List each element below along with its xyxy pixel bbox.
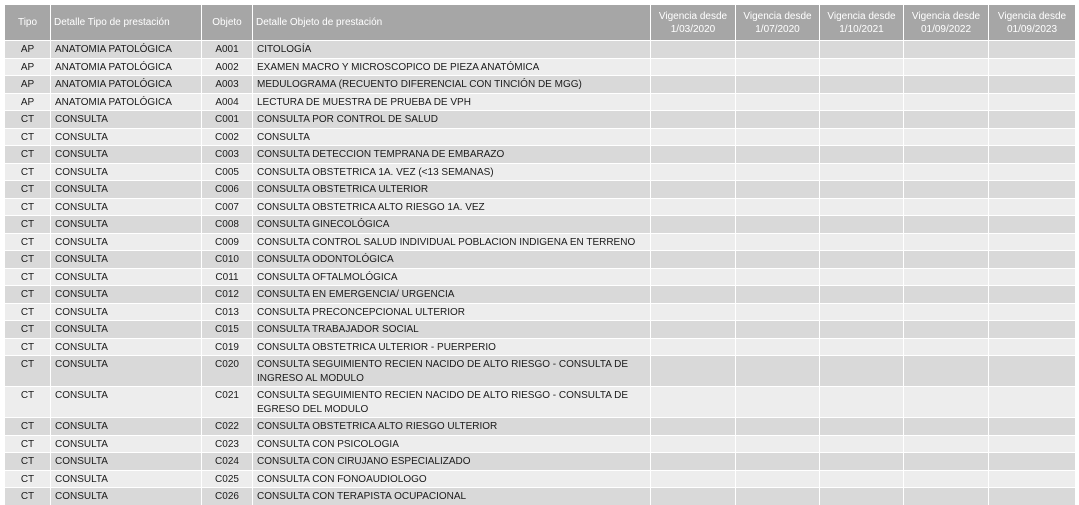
cell-objeto: C012 — [202, 286, 253, 304]
cell-tipo: AP — [5, 58, 51, 76]
cell-vigencia-2 — [736, 216, 820, 234]
prestaciones-table — [4, 4, 1076, 505]
cell-vigencia-5 — [989, 356, 1076, 387]
cell-detalle-objeto: CONSULTA OBSTETRICA 1A. VEZ (<13 SEMANAS) — [253, 163, 651, 181]
cell-objeto: C011 — [202, 268, 253, 286]
cell-detalle-objeto: CONSULTA PRECONCEPCIONAL ULTERIOR — [253, 303, 651, 321]
cell-vigencia-1 — [651, 146, 736, 164]
cell-objeto: C002 — [202, 128, 253, 146]
cell-vigencia-5 — [989, 268, 1076, 286]
cell-vigencia-1 — [651, 216, 736, 234]
table-row — [5, 111, 1076, 129]
cell-objeto: C026 — [202, 488, 253, 505]
cell-vigencia-4 — [904, 356, 989, 387]
cell-vigencia-3 — [820, 286, 904, 304]
cell-vigencia-3 — [820, 321, 904, 339]
table-row — [5, 286, 1076, 304]
cell-vigencia-2 — [736, 435, 820, 453]
cell-vigencia-4 — [904, 251, 989, 269]
cell-tipo: CT — [5, 435, 51, 453]
cell-tipo: CT — [5, 216, 51, 234]
cell-detalle-objeto: CONSULTA CON PSICOLOGIA — [253, 435, 651, 453]
cell-objeto: C021 — [202, 387, 253, 418]
vigencia-1-label: Vigencia desde — [658, 10, 728, 22]
cell-detalle-objeto: CONSULTA TRABAJADOR SOCIAL — [253, 321, 651, 339]
cell-vigencia-5 — [989, 286, 1076, 304]
cell-vigencia-4 — [904, 76, 989, 94]
cell-detalle-objeto: CONSULTA GINECOLÓGICA — [253, 216, 651, 234]
cell-tipo: AP — [5, 93, 51, 111]
cell-detalle-objeto: CONSULTA EN EMERGENCIA/ URGENCIA — [253, 286, 651, 304]
cell-vigencia-2 — [736, 356, 820, 387]
cell-detalle-objeto: MEDULOGRAMA (RECUENTO DIFERENCIAL CON TINCIÓN DE MGG) — [253, 76, 651, 94]
cell-tipo: CT — [5, 453, 51, 471]
table-row — [5, 488, 1076, 505]
col-header-vigencia-3 — [820, 5, 904, 41]
cell-vigencia-1 — [651, 181, 736, 199]
cell-objeto: A002 — [202, 58, 253, 76]
cell-vigencia-3 — [820, 93, 904, 111]
vigencia-4-label: Vigencia desde — [911, 10, 981, 22]
cell-detalle-tipo: CONSULTA — [51, 303, 202, 321]
cell-vigencia-1 — [651, 93, 736, 111]
cell-vigencia-3 — [820, 338, 904, 356]
cell-vigencia-1 — [651, 286, 736, 304]
cell-vigencia-1 — [651, 163, 736, 181]
cell-vigencia-4 — [904, 387, 989, 418]
cell-detalle-objeto: CONSULTA OFTALMOLÓGICA — [253, 268, 651, 286]
col-header-objeto: Objeto — [202, 5, 253, 41]
cell-vigencia-1 — [651, 198, 736, 216]
cell-objeto: C015 — [202, 321, 253, 339]
cell-detalle-objeto: CONSULTA DETECCION TEMPRANA DE EMBARAZO — [253, 146, 651, 164]
table-row — [5, 435, 1076, 453]
table-row — [5, 58, 1076, 76]
table-row — [5, 181, 1076, 199]
cell-vigencia-1 — [651, 303, 736, 321]
cell-detalle-objeto: CONSULTA OBSTETRICA ALTO RIESGO 1A. VEZ — [253, 198, 651, 216]
table-row — [5, 233, 1076, 251]
table-row — [5, 76, 1076, 94]
table-row — [5, 470, 1076, 488]
cell-vigencia-3 — [820, 418, 904, 436]
cell-detalle-tipo: CONSULTA — [51, 488, 202, 505]
table-row — [5, 453, 1076, 471]
cell-vigencia-2 — [736, 488, 820, 505]
cell-vigencia-1 — [651, 321, 736, 339]
cell-vigencia-5 — [989, 146, 1076, 164]
cell-tipo: CT — [5, 488, 51, 505]
cell-vigencia-2 — [736, 128, 820, 146]
cell-tipo: CT — [5, 146, 51, 164]
cell-detalle-tipo: CONSULTA — [51, 216, 202, 234]
table-row — [5, 387, 1076, 418]
cell-vigencia-2 — [736, 146, 820, 164]
table-row — [5, 356, 1076, 387]
cell-vigencia-3 — [820, 41, 904, 59]
col-header-vigencia-2 — [736, 5, 820, 41]
table-body — [5, 41, 1076, 505]
cell-vigencia-2 — [736, 286, 820, 304]
cell-vigencia-1 — [651, 233, 736, 251]
cell-vigencia-4 — [904, 41, 989, 59]
cell-vigencia-2 — [736, 418, 820, 436]
cell-vigencia-3 — [820, 387, 904, 418]
cell-objeto: C005 — [202, 163, 253, 181]
cell-vigencia-4 — [904, 216, 989, 234]
cell-vigencia-5 — [989, 470, 1076, 488]
cell-vigencia-4 — [904, 435, 989, 453]
cell-detalle-tipo: CONSULTA — [51, 435, 202, 453]
cell-detalle-tipo: CONSULTA — [51, 321, 202, 339]
cell-detalle-tipo: CONSULTA — [51, 387, 202, 418]
cell-vigencia-5 — [989, 58, 1076, 76]
cell-vigencia-2 — [736, 268, 820, 286]
cell-vigencia-3 — [820, 251, 904, 269]
table-row — [5, 198, 1076, 216]
col-header-vigencia-1 — [651, 5, 736, 41]
cell-vigencia-2 — [736, 387, 820, 418]
table-row — [5, 146, 1076, 164]
cell-objeto: C022 — [202, 418, 253, 436]
cell-detalle-tipo: CONSULTA — [51, 268, 202, 286]
cell-tipo: CT — [5, 321, 51, 339]
vigencia-2-label: Vigencia desde — [743, 10, 812, 22]
cell-detalle-objeto: EXAMEN MACRO Y MICROSCOPICO DE PIEZA ANATÓMICA — [253, 58, 651, 76]
cell-detalle-objeto: CONSULTA OBSTETRICA ULTERIOR — [253, 181, 651, 199]
cell-tipo: CT — [5, 387, 51, 418]
cell-objeto: C023 — [202, 435, 253, 453]
cell-vigencia-5 — [989, 435, 1076, 453]
cell-objeto: A001 — [202, 41, 253, 59]
cell-vigencia-5 — [989, 163, 1076, 181]
cell-vigencia-1 — [651, 453, 736, 471]
cell-detalle-tipo: CONSULTA — [51, 111, 202, 129]
cell-vigencia-4 — [904, 321, 989, 339]
cell-vigencia-5 — [989, 216, 1076, 234]
cell-vigencia-3 — [820, 58, 904, 76]
cell-detalle-tipo: CONSULTA — [51, 128, 202, 146]
cell-vigencia-2 — [736, 321, 820, 339]
cell-vigencia-1 — [651, 41, 736, 59]
cell-objeto: C013 — [202, 303, 253, 321]
cell-vigencia-4 — [904, 163, 989, 181]
cell-vigencia-4 — [904, 198, 989, 216]
table-row — [5, 251, 1076, 269]
cell-detalle-objeto: CITOLOGÍA — [253, 41, 651, 59]
cell-detalle-objeto: CONSULTA OBSTETRICA ULTERIOR - PUERPERIO — [253, 338, 651, 356]
cell-vigencia-2 — [736, 76, 820, 94]
vigencia-4-date: 01/09/2022 — [920, 23, 972, 35]
cell-objeto: C007 — [202, 198, 253, 216]
cell-objeto: C006 — [202, 181, 253, 199]
table-row — [5, 303, 1076, 321]
cell-tipo: CT — [5, 286, 51, 304]
cell-vigencia-5 — [989, 41, 1076, 59]
cell-detalle-tipo: ANATOMIA PATOLÓGICA — [51, 41, 202, 59]
cell-detalle-objeto: CONSULTA OBSTETRICA ALTO RIESGO ULTERIOR — [253, 418, 651, 436]
cell-vigencia-5 — [989, 418, 1076, 436]
cell-vigencia-1 — [651, 58, 736, 76]
cell-vigencia-5 — [989, 338, 1076, 356]
cell-vigencia-2 — [736, 163, 820, 181]
cell-vigencia-2 — [736, 233, 820, 251]
cell-detalle-tipo: ANATOMIA PATOLÓGICA — [51, 58, 202, 76]
cell-vigencia-1 — [651, 251, 736, 269]
cell-tipo: CT — [5, 356, 51, 387]
cell-objeto: C001 — [202, 111, 253, 129]
cell-vigencia-3 — [820, 356, 904, 387]
cell-vigencia-3 — [820, 303, 904, 321]
cell-vigencia-3 — [820, 163, 904, 181]
cell-vigencia-5 — [989, 453, 1076, 471]
table-row — [5, 93, 1076, 111]
cell-vigencia-5 — [989, 321, 1076, 339]
cell-vigencia-5 — [989, 488, 1076, 505]
cell-vigencia-2 — [736, 41, 820, 59]
cell-vigencia-3 — [820, 216, 904, 234]
cell-vigencia-2 — [736, 93, 820, 111]
table-row — [5, 128, 1076, 146]
cell-detalle-tipo: ANATOMIA PATOLÓGICA — [51, 93, 202, 111]
cell-vigencia-1 — [651, 418, 736, 436]
cell-vigencia-4 — [904, 470, 989, 488]
cell-vigencia-3 — [820, 488, 904, 505]
header-row — [5, 5, 1076, 41]
cell-vigencia-2 — [736, 58, 820, 76]
cell-detalle-tipo: CONSULTA — [51, 198, 202, 216]
cell-vigencia-5 — [989, 76, 1076, 94]
cell-detalle-objeto: CONSULTA ODONTOLÓGICA — [253, 251, 651, 269]
vigencia-2-date: 1/07/2020 — [755, 23, 800, 35]
cell-tipo: CT — [5, 111, 51, 129]
cell-vigencia-1 — [651, 488, 736, 505]
cell-vigencia-1 — [651, 435, 736, 453]
cell-detalle-objeto: CONSULTA — [253, 128, 651, 146]
cell-vigencia-4 — [904, 128, 989, 146]
cell-objeto: C010 — [202, 251, 253, 269]
cell-vigencia-3 — [820, 435, 904, 453]
cell-detalle-objeto: CONSULTA SEGUIMIENTO RECIEN NACIDO DE ALTO RIESGO - CONSULTA DE INGRESO AL MODULO — [253, 356, 651, 387]
table-row — [5, 41, 1076, 59]
cell-vigencia-1 — [651, 470, 736, 488]
cell-vigencia-3 — [820, 268, 904, 286]
col-header-vigencia-4 — [904, 5, 989, 41]
cell-objeto: C003 — [202, 146, 253, 164]
cell-detalle-objeto: CONSULTA CON CIRUJANO ESPECIALIZADO — [253, 453, 651, 471]
vigencia-3-date: 1/10/2021 — [839, 23, 884, 35]
cell-tipo: CT — [5, 163, 51, 181]
cell-vigencia-3 — [820, 181, 904, 199]
cell-objeto: A003 — [202, 76, 253, 94]
cell-vigencia-4 — [904, 303, 989, 321]
cell-detalle-tipo: CONSULTA — [51, 356, 202, 387]
table-row — [5, 216, 1076, 234]
cell-objeto: C009 — [202, 233, 253, 251]
cell-vigencia-4 — [904, 93, 989, 111]
cell-tipo: CT — [5, 338, 51, 356]
cell-vigencia-5 — [989, 233, 1076, 251]
cell-vigencia-4 — [904, 146, 989, 164]
cell-tipo: CT — [5, 470, 51, 488]
col-header-detalle-objeto: Detalle Objeto de prestación — [253, 5, 651, 41]
cell-vigencia-3 — [820, 198, 904, 216]
cell-vigencia-3 — [820, 146, 904, 164]
cell-detalle-tipo: CONSULTA — [51, 233, 202, 251]
cell-objeto: C024 — [202, 453, 253, 471]
table-row — [5, 418, 1076, 436]
col-header-detalle-tipo: Detalle Tipo de prestación — [51, 5, 202, 41]
cell-vigencia-5 — [989, 181, 1076, 199]
table-row — [5, 321, 1076, 339]
cell-vigencia-2 — [736, 338, 820, 356]
cell-detalle-objeto: CONSULTA POR CONTROL DE SALUD — [253, 111, 651, 129]
cell-detalle-tipo: CONSULTA — [51, 286, 202, 304]
cell-vigencia-3 — [820, 76, 904, 94]
cell-vigencia-1 — [651, 338, 736, 356]
cell-objeto: C025 — [202, 470, 253, 488]
cell-detalle-tipo: CONSULTA — [51, 418, 202, 436]
cell-vigencia-5 — [989, 128, 1076, 146]
vigencia-3-label: Vigencia desde — [827, 10, 896, 22]
table-row — [5, 163, 1076, 181]
cell-objeto: A004 — [202, 93, 253, 111]
cell-detalle-tipo: CONSULTA — [51, 453, 202, 471]
cell-vigencia-4 — [904, 233, 989, 251]
cell-tipo: CT — [5, 181, 51, 199]
col-header-tipo: Tipo — [5, 5, 51, 41]
vigencia-5-label: Vigencia desde — [997, 10, 1067, 22]
cell-detalle-tipo: CONSULTA — [51, 163, 202, 181]
cell-tipo: CT — [5, 128, 51, 146]
cell-vigencia-1 — [651, 76, 736, 94]
vigencia-1-date: 1/03/2020 — [670, 23, 716, 35]
cell-detalle-objeto: CONSULTA SEGUIMIENTO RECIEN NACIDO DE ALTO RIESGO - CONSULTA DE EGRESO DEL MODULO — [253, 387, 651, 418]
cell-vigencia-2 — [736, 470, 820, 488]
cell-tipo: CT — [5, 251, 51, 269]
cell-vigencia-2 — [736, 198, 820, 216]
cell-objeto: C020 — [202, 356, 253, 387]
cell-tipo: CT — [5, 268, 51, 286]
cell-detalle-tipo: CONSULTA — [51, 181, 202, 199]
cell-vigencia-4 — [904, 268, 989, 286]
cell-tipo: AP — [5, 76, 51, 94]
cell-vigencia-1 — [651, 128, 736, 146]
cell-vigencia-4 — [904, 286, 989, 304]
cell-vigencia-3 — [820, 233, 904, 251]
cell-vigencia-1 — [651, 268, 736, 286]
cell-vigencia-5 — [989, 111, 1076, 129]
cell-vigencia-1 — [651, 387, 736, 418]
cell-detalle-objeto: CONSULTA CONTROL SALUD INDIVIDUAL POBLACION INDIGENA EN TERRENO — [253, 233, 651, 251]
cell-tipo: CT — [5, 303, 51, 321]
cell-objeto: C019 — [202, 338, 253, 356]
cell-detalle-objeto: CONSULTA CON TERAPISTA OCUPACIONAL — [253, 488, 651, 505]
cell-vigencia-5 — [989, 251, 1076, 269]
cell-vigencia-1 — [651, 356, 736, 387]
cell-vigencia-2 — [736, 111, 820, 129]
cell-vigencia-2 — [736, 181, 820, 199]
cell-vigencia-5 — [989, 303, 1076, 321]
cell-vigencia-3 — [820, 128, 904, 146]
cell-vigencia-4 — [904, 181, 989, 199]
cell-tipo: CT — [5, 233, 51, 251]
vigencia-5-date: 01/09/2023 — [1006, 23, 1058, 35]
cell-vigencia-3 — [820, 111, 904, 129]
cell-objeto: C008 — [202, 216, 253, 234]
cell-detalle-tipo: CONSULTA — [51, 338, 202, 356]
cell-detalle-objeto: CONSULTA CON FONOAUDIOLOGO — [253, 470, 651, 488]
cell-detalle-tipo: CONSULTA — [51, 470, 202, 488]
cell-vigencia-4 — [904, 58, 989, 76]
cell-vigencia-4 — [904, 488, 989, 505]
cell-tipo: CT — [5, 198, 51, 216]
cell-vigencia-2 — [736, 303, 820, 321]
cell-vigencia-2 — [736, 453, 820, 471]
table-row — [5, 268, 1076, 286]
cell-vigencia-4 — [904, 418, 989, 436]
cell-vigencia-3 — [820, 453, 904, 471]
cell-tipo: AP — [5, 41, 51, 59]
cell-detalle-tipo: ANATOMIA PATOLÓGICA — [51, 76, 202, 94]
cell-tipo: CT — [5, 418, 51, 436]
cell-vigencia-5 — [989, 93, 1076, 111]
cell-vigencia-4 — [904, 453, 989, 471]
cell-detalle-objeto: LECTURA DE MUESTRA DE PRUEBA DE VPH — [253, 93, 651, 111]
cell-vigencia-1 — [651, 111, 736, 129]
cell-detalle-tipo: CONSULTA — [51, 146, 202, 164]
cell-vigencia-3 — [820, 470, 904, 488]
cell-vigencia-5 — [989, 198, 1076, 216]
col-header-vigencia-5 — [989, 5, 1076, 41]
cell-vigencia-5 — [989, 387, 1076, 418]
cell-vigencia-4 — [904, 338, 989, 356]
cell-vigencia-2 — [736, 251, 820, 269]
cell-detalle-tipo: CONSULTA — [51, 251, 202, 269]
table-row — [5, 338, 1076, 356]
cell-vigencia-4 — [904, 111, 989, 129]
